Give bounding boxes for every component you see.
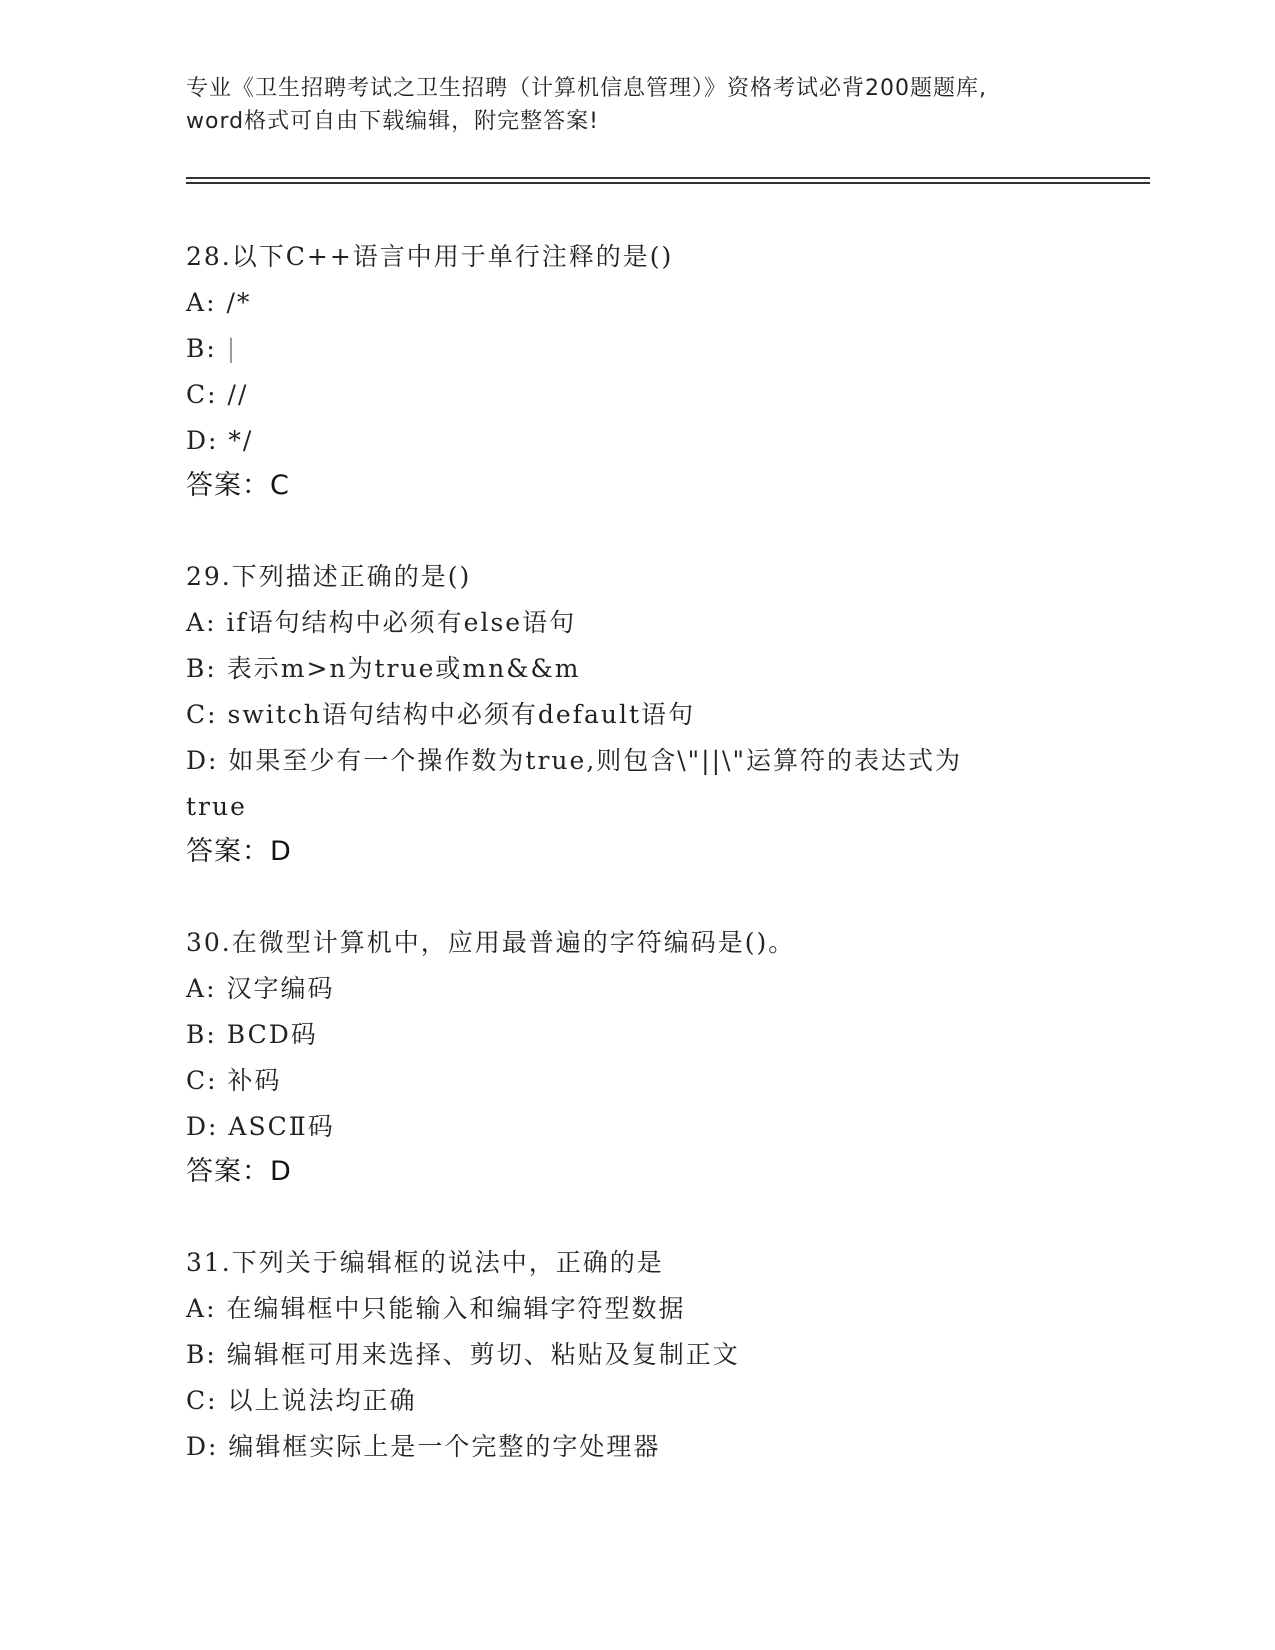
option-key: B xyxy=(186,654,207,683)
option-text: 表示m>n为true或mn&&m xyxy=(226,654,581,683)
option-d: D: 编辑框实际上是一个完整的字处理器 xyxy=(186,1432,661,1461)
option-key: C xyxy=(186,700,208,729)
option-key: D xyxy=(186,1432,209,1461)
option-key: C xyxy=(186,1066,208,1095)
option-key: A xyxy=(186,1294,207,1323)
option-text: 汉字编码 xyxy=(226,974,335,1003)
option-d: D: ASCⅡ码 xyxy=(186,1112,335,1141)
header-divider-bottom xyxy=(186,182,1150,184)
option-key: A xyxy=(186,288,207,317)
question-title: 30.在微型计算机中，应用最普遍的字符编码是()。 xyxy=(186,928,796,957)
question-29 xyxy=(186,554,1146,874)
option-key: C xyxy=(186,1386,208,1415)
option-c: C: // xyxy=(186,380,249,409)
option-d: D: */ xyxy=(186,426,254,455)
option-b: B: 编辑框可用来选择、剪切、粘贴及复制正文 xyxy=(186,1340,740,1369)
option-a: A: 在编辑框中只能输入和编辑字符型数据 xyxy=(186,1294,686,1323)
option-text: 以上说法均正确 xyxy=(227,1386,417,1415)
question-30 xyxy=(186,920,1146,1194)
option-text: 如果至少有一个操作数为true,则包含\"||\"运算符的表达式为 xyxy=(228,746,962,775)
answer-label: 答案：D xyxy=(186,836,292,867)
option-text: | xyxy=(226,334,238,363)
option-c: C: switch语句结构中必须有default语句 xyxy=(186,700,695,729)
question-list xyxy=(186,234,1146,1516)
option-b: B: 表示m>n为true或mn&&m xyxy=(186,654,581,683)
document-header xyxy=(186,72,1086,138)
header-title-line-2: word格式可自由下载编辑，附完整答案! xyxy=(186,109,599,134)
header-title-line-1: 专业《卫生招聘考试之卫生招聘（计算机信息管理）》资格考试必背200题题库, xyxy=(186,76,987,101)
answer-label: 答案：C xyxy=(186,470,290,501)
option-key: C xyxy=(186,380,208,409)
option-text: /* xyxy=(226,288,252,317)
answer-label: 答案：D xyxy=(186,1156,292,1187)
question-title: 28.以下C++语言中用于单行注释的是() xyxy=(186,242,674,271)
option-text: 编辑框可用来选择、剪切、粘贴及复制正文 xyxy=(226,1340,740,1369)
option-text: if语句结构中必须有else语句 xyxy=(226,608,577,637)
option-key: B xyxy=(186,1340,207,1369)
option-key: D xyxy=(186,1112,209,1141)
question-title: 29.下列描述正确的是() xyxy=(186,562,472,591)
option-a: A: /* xyxy=(186,288,252,317)
option-b: B: | xyxy=(186,334,238,363)
option-key: D xyxy=(186,426,209,455)
option-key: B xyxy=(186,334,207,363)
option-a: A: if语句结构中必须有else语句 xyxy=(186,608,577,637)
option-text: 补码 xyxy=(227,1066,282,1095)
option-b: B: BCD码 xyxy=(186,1020,318,1049)
option-d-continuation: true xyxy=(186,792,247,821)
option-text: */ xyxy=(228,426,254,455)
question-title: 31.下列关于编辑框的说法中，正确的是 xyxy=(186,1248,664,1277)
option-d: D: 如果至少有一个操作数为true,则包含\"||\"运算符的表达式为 xyxy=(186,746,962,775)
option-text: // xyxy=(227,380,249,409)
option-c: C: 以上说法均正确 xyxy=(186,1386,417,1415)
option-key: D xyxy=(186,746,209,775)
question-28 xyxy=(186,234,1146,508)
option-a: A: 汉字编码 xyxy=(186,974,335,1003)
header-divider-top xyxy=(186,177,1150,179)
option-text: switch语句结构中必须有default语句 xyxy=(227,700,695,729)
option-key: A xyxy=(186,608,207,637)
question-31 xyxy=(186,1240,1146,1470)
option-key: A xyxy=(186,974,207,1003)
option-text: ASCⅡ码 xyxy=(228,1112,335,1141)
option-text: 在编辑框中只能输入和编辑字符型数据 xyxy=(226,1294,686,1323)
option-text: BCD码 xyxy=(226,1020,318,1049)
option-key: B xyxy=(186,1020,207,1049)
option-c: C: 补码 xyxy=(186,1066,282,1095)
option-text: 编辑框实际上是一个完整的字处理器 xyxy=(228,1432,661,1461)
